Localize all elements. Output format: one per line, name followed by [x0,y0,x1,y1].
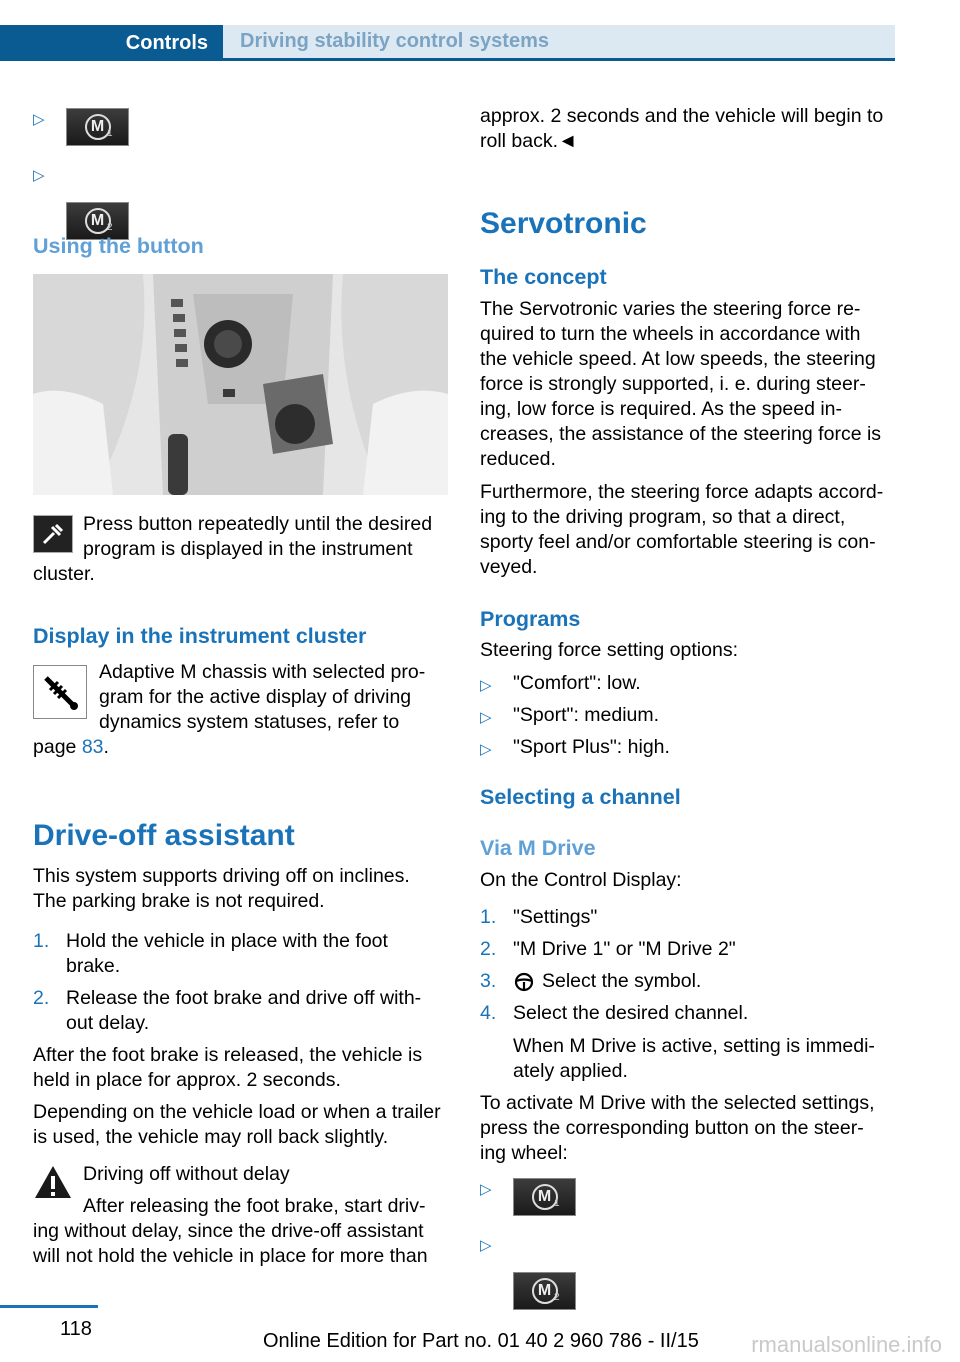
m1-button-icon: M 1 [66,108,129,146]
edition-text: Online Edition for Part no. 01 40 2 960 786 - II/15 [263,1330,699,1352]
body-text: veyed. [480,556,538,578]
steering-wheel-icon [514,972,534,997]
chassis-button-icon [33,515,73,553]
channel-heading: Selecting a channel [480,785,681,809]
body-text: reduced. [480,448,556,470]
body-text: Depending on the vehicle load or when a trailer [33,1101,441,1123]
step-text: brake. [66,955,121,977]
warning-title: Driving off without delay [83,1163,290,1185]
warning-icon [33,1164,73,1205]
program-item: "Comfort": low. [513,672,641,694]
m2-button-icon: M 2 [66,202,129,240]
bullet-triangle-icon: ▷ [33,167,45,184]
body-text: roll back.◄ [480,130,578,152]
body-text: creases, the assistance of the steering force is [480,423,882,445]
body-text: Steering force setting options: [480,639,738,661]
step-number: 2. [33,987,50,1009]
body-text: The Servotronic varies the steering force re‐ [480,298,861,320]
bullet-triangle-icon: ▷ [480,1181,492,1198]
body-text: approx. 2 seconds and the vehicle will begin to [480,105,884,127]
press-text: program is displayed in the instrument [83,538,413,560]
step-text: Hold the vehicle in place with the foot [66,930,388,952]
section-tab[interactable]: Controls [0,25,223,61]
bullet-triangle-icon: ▷ [480,1237,492,1254]
programs-heading: Programs [480,607,581,631]
step-number: 1. [33,930,50,952]
page-number: 118 [60,1318,92,1340]
step-text: out delay. [66,1012,150,1034]
body-text: ing wheel: [480,1142,568,1164]
step-number: 4. [480,1002,497,1024]
bullet-triangle-icon: ▷ [480,709,492,726]
body-text: On the Control Display: [480,869,682,891]
body-text: held in place for approx. 2 seconds. [33,1069,341,1091]
footer-rule [0,1305,98,1308]
chapter-tab[interactable]: Driving stability control systems [223,25,895,61]
body-text: After the foot brake is released, the vehicle is [33,1044,423,1066]
step-note: ately applied. [513,1060,628,1082]
page-link[interactable]: 83 [81,736,104,758]
body-text: To activate M Drive with the selected settings, [480,1092,875,1114]
step-text: Release the foot brake and drive off with‐ [66,987,422,1009]
body-text: ing, low force is required. As the speed in‐ [480,398,843,420]
press-text: cluster. [33,563,95,585]
m1-button-icon: M 1 [513,1178,576,1216]
step-number: 3. [480,970,497,992]
body-text: press the corresponding button on the steer‐ [480,1117,864,1139]
adaptive-text: gram for the active display of driving [99,686,412,708]
warning-text: will not hold the vehicle in place for more than [33,1245,428,1267]
body-text: quired to turn the wheels in accordance with [480,323,861,345]
using-button-heading: Using the button [33,234,204,258]
body-text: is used, the vehicle may roll back slightly. [33,1126,389,1148]
intro-text: This system supports driving off on inclines. [33,865,410,887]
display-heading: Display in the instrument cluster [33,624,367,648]
m2-button-icon: M 2 [513,1272,576,1310]
adaptive-text: Adaptive M chassis with selected pro‐ [99,661,426,683]
step-number: 2. [480,938,497,960]
adaptive-text: dynamics system statuses, refer to [99,711,400,733]
bullet-triangle-icon: ▷ [480,741,492,758]
body-text: the vehicle speed. At low speeds, the steering [480,348,876,370]
program-item: "Sport Plus": high. [513,736,670,758]
program-item: "Sport": medium. [513,704,660,726]
intro-text: The parking brake is not required. [33,890,325,912]
step-text: Select the symbol. [542,970,702,992]
body-text: sporty feel and/or comfortable steering is con‐ [480,531,876,553]
body-text: Furthermore, the steering force adapts accord‐ [480,481,884,503]
step-text: "M Drive 1" or "M Drive 2" [513,938,736,960]
right-column [480,0,900,1303]
servotronic-heading: Servotronic [480,207,647,240]
left-column [33,0,448,1267]
concept-heading: The concept [480,265,607,289]
step-text: Select the desired channel. [513,1002,749,1024]
driveoff-heading: Drive-off assistant [33,819,295,852]
warning-text: After releasing the foot brake, start driv‐ [83,1195,426,1217]
press-text: Press button repeatedly until the desired [83,513,433,535]
warning-text: ing without delay, since the drive-off assistant [33,1220,424,1242]
step-number: 1. [480,906,497,928]
bullet-triangle-icon: ▷ [33,111,45,128]
via-mdrive-heading: Via M Drive [480,836,596,860]
body-text: ing to the driving program, so that a direct, [480,506,846,528]
step-text: "Settings" [513,906,598,928]
bullet-triangle-icon: ▷ [480,677,492,694]
center-console-illustration [33,274,448,495]
step-note: When M Drive is active, setting is immedi‐ [513,1035,875,1057]
watermark: rmanualsonline.info [751,1332,942,1357]
shock-absorber-icon [33,665,87,719]
body-text: force is strongly supported, i. e. during steer‐ [480,373,866,395]
adaptive-page-ref: page 83. [33,736,109,758]
